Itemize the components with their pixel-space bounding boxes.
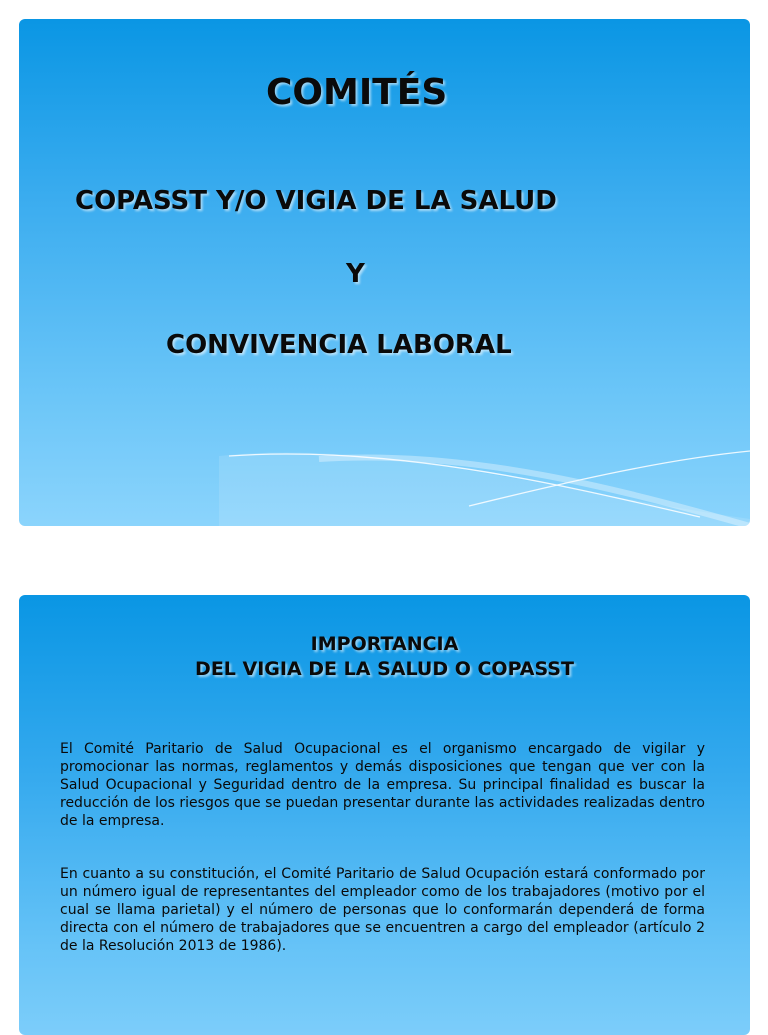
heading-vigia-copasst: DEL VIGIA DE LA SALUD O COPASST [195, 658, 574, 680]
paragraph-constitution: En cuanto a su constitución, el Comité Paritario de Salud Ocupación estará conformado por un número igual de representantes del empleador como de los trabajadores (motivo por el cual se llama parietal) y el número de personas que lo conformarán dependerá de forma directa con el número de trabajadores que se encuentren a cargo del empleador (artículo 2 de la Resolución 2013 de 1986). [60, 866, 705, 954]
heading-importancia: IMPORTANCIA [310, 633, 459, 655]
subtitle-line-y: Y [346, 259, 365, 289]
subtitle-line-copasst: COPASST Y/O VIGIA DE LA SALUD [75, 186, 557, 216]
paragraph-definition: El Comité Paritario de Salud Ocupacional es el organismo encargado de vigilar y promocionar las normas, reglamentos y demás disposiciones que tengan que ver con la Salud Ocupacional y Seguridad dentro de la empresa. Su principal finalidad es buscar la reducción de los riesgos que se puedan presentar durante las actividades realizadas dentro de la empresa. [60, 741, 705, 829]
slide-title: COMITÉS [266, 72, 448, 113]
subtitle-line-convivencia: CONVIVENCIA LABORAL [166, 330, 512, 360]
importance-slide [19, 595, 750, 1035]
title-slide [19, 19, 750, 526]
